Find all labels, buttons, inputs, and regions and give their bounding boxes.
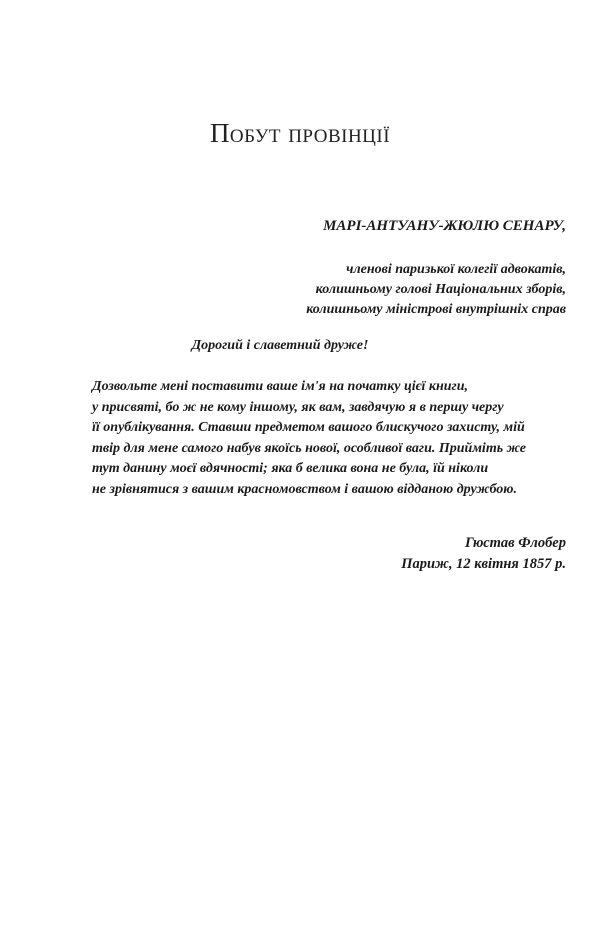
body-line: у присвяті, бо ж не кому іншому, як вам, завдячую я в першу чергу [92, 399, 504, 415]
body-line: тут данину моєї вдячності; яка б велика вона не була, їй ніколи [92, 461, 489, 476]
role-line: членові паризької колегії адвокатів, [346, 262, 566, 277]
page-title: Побут провінції [209, 118, 391, 148]
salutation: Дорогий і славетний друже! [191, 338, 369, 353]
dedicatee-roles [306, 260, 566, 320]
dedication-body [92, 377, 562, 500]
body-line: Дозвольте мені поставити ваше ім'я на початку цієї книги, [92, 379, 468, 394]
place-date: Париж, 12 квітня 1857 р. [401, 556, 566, 572]
body-line: її опублікування. Ставши предметом вашого блискучого захисту, мій [92, 420, 525, 435]
role-line: колишньому міністрові внутрішніх справ [306, 302, 566, 317]
role-line: колишньому голові Національних зборів, [315, 282, 566, 297]
body-line: твір для мене самого набув якоїсь нової, особливої ваги. Прийміть же [92, 440, 526, 456]
author-name: Гюстав Флобер [465, 535, 566, 551]
body-line: не зрівнятися з вашим красномовством і вашою відданою дружбою. [92, 481, 518, 497]
signature-block [401, 533, 566, 575]
dedicatee-name: МАРІ-АНТУАНУ-ЖЮЛЮ СЕНАРУ, [323, 218, 566, 234]
